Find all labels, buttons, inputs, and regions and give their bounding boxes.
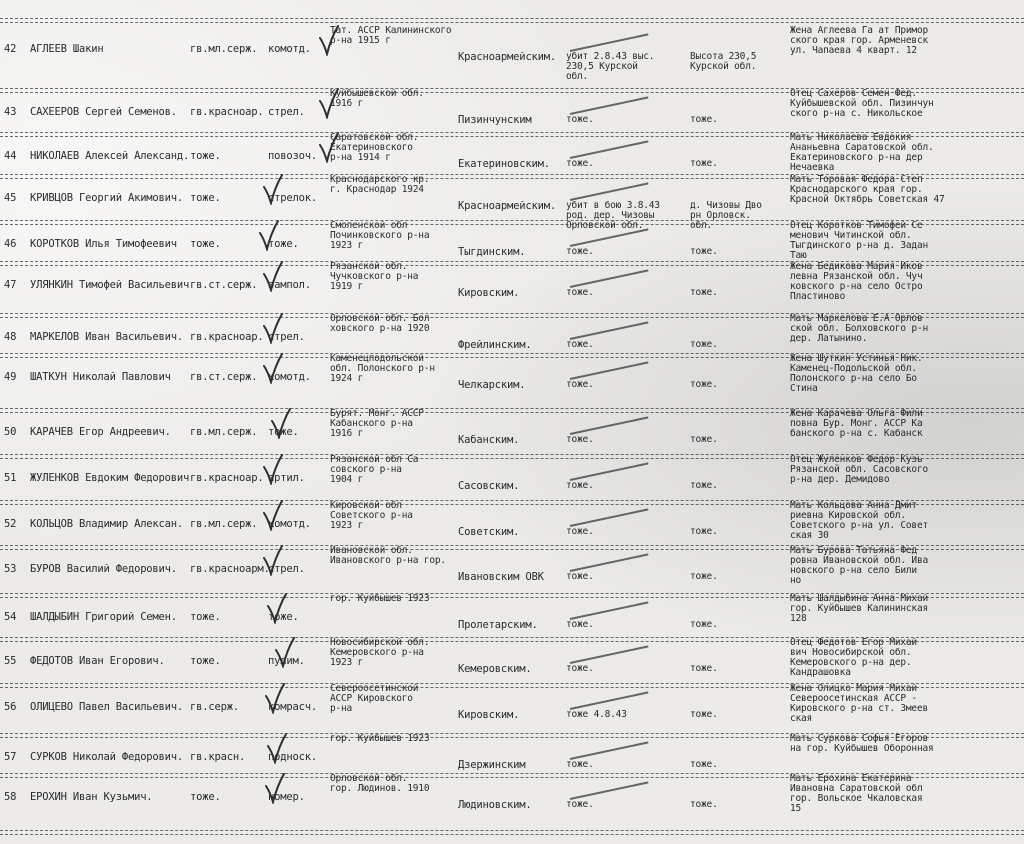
pencil-strike — [570, 645, 649, 664]
position: артил. — [268, 473, 305, 484]
burial-place: тоже. — [690, 435, 718, 445]
record-number: 54 — [4, 612, 17, 623]
birthplace-year: Каменецподольской обл. Полонского р-н 1924 г — [330, 354, 435, 384]
birthplace-year: Рязанской обл. Чучковского р-на 1919 г — [330, 262, 419, 292]
relatives-address: Жена Аглеева Га ат Примор ского края гор. Арменевск ул. Чапаева 4 кварт. 12 — [790, 26, 928, 56]
soldier-name: АГЛЕЕВ Шакин — [30, 44, 104, 55]
pencil-strike — [570, 321, 649, 340]
soldier-name: НИКОЛАЕВ Алексей Александ. — [30, 151, 190, 162]
pencil-strike — [570, 269, 649, 288]
birthplace-year: гор. Куйбышев 1923 — [330, 734, 430, 744]
record-number: 53 — [4, 564, 17, 575]
position: пулим. — [268, 656, 305, 667]
relatives-address: Отец Коротков Тимофей Се менович Читинской обл. Тыгдинского р-на д. Задан Таю — [790, 221, 928, 261]
relatives-address: Жена Бедикова Мария Иков левна Рязанской обл. Чуч ковского р-на село Остро Пластиново — [790, 262, 923, 302]
fate-date: тоже. — [566, 527, 594, 537]
fate-date: тоже. — [566, 664, 594, 674]
position: стрел. — [268, 332, 305, 343]
fate-date: тоже. — [566, 288, 594, 298]
burial-place: тоже. — [690, 288, 718, 298]
draft-office: Фрейлинским. — [458, 340, 532, 351]
soldier-name: ШАЛДЫБИН Григорий Семен. — [30, 612, 177, 623]
soldier-name: ШАТКУН Николай Павлович — [30, 372, 171, 383]
pencil-strike — [570, 361, 649, 380]
record-number: 45 — [4, 193, 17, 204]
fate-date: тоже. — [566, 340, 594, 350]
relatives-address: Мать Кольцова Анна Дмит риевна Кировской обл. Советского р-на ул. Совет ская 30 — [790, 501, 928, 541]
relatives-address: Мать Суркова Софья Егоров на гор. Куйбышев Оборонная — [790, 734, 934, 754]
fate-date: убит 2.8.43 выс. 230,5 Курской обл. — [566, 52, 655, 82]
rank: гв.красн. — [190, 752, 246, 763]
position: зампол. — [268, 280, 311, 291]
rank: гв.ст.серж. — [190, 372, 258, 383]
pencil-strike — [570, 33, 649, 52]
fate-date: тоже. — [566, 620, 594, 630]
pencil-strike — [570, 228, 649, 247]
soldier-name: КАРАЧЕВ Егор Андреевич. — [30, 427, 171, 438]
fate-date: тоже. — [566, 247, 594, 257]
draft-office: Кировским. — [458, 288, 520, 299]
relatives-address: Жена Олицко Мария Михай Североосетинская АССР - Кировского р-на ст. Змеев ская — [790, 684, 928, 724]
soldier-name: ЖУЛЕНКОВ Евдоким Федорович — [30, 473, 190, 484]
burial-place: тоже. — [690, 620, 718, 630]
position: тоже. — [268, 612, 299, 623]
fate-date: убит в бою 3.8.43 род. дер. Чизовы Орловской обл. — [566, 201, 660, 231]
pencil-strike — [570, 182, 649, 201]
relatives-address: Мать Бурова Татьяна Фед ровна Ивановской обл. Ива новского р-на село Били но — [790, 546, 928, 586]
position: комотд. — [268, 519, 311, 530]
position: комрасч. — [268, 702, 317, 713]
rank: тоже. — [190, 151, 221, 162]
rank: тоже. — [190, 612, 221, 623]
position: тоже. — [268, 427, 299, 438]
pencil-strike — [570, 96, 649, 115]
draft-office: Кемеровским. — [458, 664, 532, 675]
position: повозоч. — [268, 151, 317, 162]
rank: гв.ст.серж. — [190, 280, 258, 291]
record-number: 58 — [4, 792, 17, 803]
record-number: 48 — [4, 332, 17, 343]
pencil-strike — [570, 691, 649, 710]
birthplace-year: гор. Куйбышев 1923 — [330, 594, 430, 604]
pencil-strike — [570, 416, 649, 435]
record-number: 46 — [4, 239, 17, 250]
rank: тоже. — [190, 193, 221, 204]
row-separator — [0, 830, 1024, 835]
draft-office: Красноармейским. — [458, 52, 556, 63]
birthplace-year: Тат. АССР Калининского р-на 1915 г — [330, 26, 452, 46]
soldier-name: КОРОТКОВ Илья Тимофеевич — [30, 239, 177, 250]
soldier-name: УЛЯНКИН Тимофей Васильевич — [30, 280, 190, 291]
record-number: 49 — [4, 372, 17, 383]
burial-place: д. Чизовы Дво рн Орловск. обл. — [690, 201, 762, 231]
relatives-address: Мать Николаева Евдокия Ананьевна Саратовской обл. Екатериновского р-на дер Нечаевка — [790, 133, 934, 173]
birthplace-year: Орловской обл. Бол ховского р-на 1920 — [330, 314, 430, 334]
rank: гв.серж. — [190, 702, 239, 713]
position: стрел. — [268, 107, 305, 118]
record-number: 55 — [4, 656, 17, 667]
relatives-address: Отец Сахеров Семен Фед. Куйбышевской обл. Пизинчун ского р-на с. Никольское — [790, 89, 934, 119]
burial-place: тоже. — [690, 572, 718, 582]
birthplace-year: Орловской обл. гор. Людинов. 1910 — [330, 774, 430, 794]
relatives-address: Мать Маркелова Е.А Орлов ской обл. Болховского р-н дер. Латынино. — [790, 314, 928, 344]
draft-office: Людиновским. — [458, 800, 532, 811]
pencil-strike — [570, 508, 649, 527]
birthplace-year: Рязанской обл Са совского р-на 1904 г — [330, 455, 419, 485]
burial-place: тоже. — [690, 247, 718, 257]
birthplace-year: Новосибирской обл. Кемеровского р-на 1923 г — [330, 638, 430, 668]
soldier-name: ФЕДОТОВ Иван Егорович. — [30, 656, 165, 667]
draft-office: Челкарским. — [458, 380, 526, 391]
position: подноск. — [268, 752, 317, 763]
draft-office: Дзержинским — [458, 760, 526, 771]
fate-date: тоже. — [566, 159, 594, 169]
draft-office: Советским. — [458, 527, 520, 538]
rank: гв.красноар. — [190, 473, 264, 484]
burial-place: тоже. — [690, 481, 718, 491]
burial-place: тоже. — [690, 340, 718, 350]
top-rule — [0, 18, 1024, 23]
pencil-strike — [570, 741, 649, 760]
record-number: 43 — [4, 107, 17, 118]
burial-place: Высота 230,5 Курской обл. — [690, 52, 757, 72]
rank: гв.красноарм. — [190, 564, 270, 575]
relatives-address: Жена Шуткин Устинья Ник. Каменец-Подольской обл. Полонского р-на село Бо Стина — [790, 354, 923, 394]
rank: гв.мл.серж. — [190, 519, 258, 530]
fate-date: тоже. — [566, 800, 594, 810]
pencil-strike — [570, 140, 649, 159]
position: стрелок. — [268, 193, 317, 204]
burial-place: тоже. — [690, 527, 718, 537]
record-number: 51 — [4, 473, 17, 484]
soldier-name: СУРКОВ Николай Федорович. — [30, 752, 184, 763]
burial-place: тоже. — [690, 380, 718, 390]
birthplace-year: Краснодарского кр. г. Краснодар 1924 — [330, 175, 430, 195]
draft-office: Пролетарским. — [458, 620, 538, 631]
fate-date: тоже 4.8.43 — [566, 710, 627, 720]
soldier-name: БУРОВ Василий Федорович. — [30, 564, 177, 575]
position: тоже. — [268, 239, 299, 250]
pencil-strike — [570, 462, 649, 481]
rank: гв.красноар. — [190, 107, 264, 118]
soldier-name: ОЛИЦЕВО Павел Васильевич. — [30, 702, 184, 713]
record-number: 52 — [4, 519, 17, 530]
record-number: 57 — [4, 752, 17, 763]
burial-place: тоже. — [690, 115, 718, 125]
draft-office: Кировским. — [458, 710, 520, 721]
fate-date: тоже. — [566, 380, 594, 390]
burial-place: тоже. — [690, 800, 718, 810]
position: комотд. — [268, 372, 311, 383]
relatives-address: Жена Карачева Ольга Фили повна Бур. Монг. АССР Ка банского р-на с. Кабанск — [790, 409, 923, 439]
birthplace-year: Бурят. Монг. АССР Кабанского р-на 1916 г — [330, 409, 424, 439]
soldier-name: КОЛЬЦОВ Владимир Алексан. — [30, 519, 184, 530]
pencil-strike — [570, 601, 649, 620]
record-number: 50 — [4, 427, 17, 438]
relatives-address: Мать Торовая Федора Степ Краснодарского края гор. Красной Октябрь Советская 47 — [790, 175, 945, 205]
soldier-name: ЕРОХИН Иван Кузьмич. — [30, 792, 153, 803]
draft-office: Красноармейским. — [458, 201, 556, 212]
relatives-address: Мать Ерохина Екатерина Ивановна Саратовской обл гор. Вольское Чкаловская 15 — [790, 774, 923, 814]
draft-office: Тыгдинским. — [458, 247, 526, 258]
relatives-address: Мать Шалдыбина Анна Михай гор. Куйбышев Калининская 128 — [790, 594, 928, 624]
draft-office: Кабанским. — [458, 435, 520, 446]
rank: гв.мл.серж. — [190, 44, 258, 55]
rank: гв.красноар. — [190, 332, 264, 343]
record-number: 42 — [4, 44, 17, 55]
position: комотд. — [268, 44, 311, 55]
burial-place: тоже. — [690, 760, 718, 770]
position: номер. — [268, 792, 305, 803]
rank: гв.мл.серж. — [190, 427, 258, 438]
position: стрел. — [268, 564, 305, 575]
relatives-address: Отец Федотов Егор Михай вич Новосибирской обл. Кемеровского р-на дер. Кандрашовка — [790, 638, 917, 678]
burial-place: тоже. — [690, 664, 718, 674]
rank: тоже. — [190, 792, 221, 803]
record-number: 47 — [4, 280, 17, 291]
birthplace-year: Смоленской обл Починковского р-на 1923 г — [330, 221, 430, 251]
burial-place: тоже. — [690, 710, 718, 720]
fate-date: тоже. — [566, 435, 594, 445]
pencil-strike — [570, 553, 649, 572]
draft-office: Екатериновским. — [458, 159, 550, 170]
birthplace-year: Ивановской обл. Ивановского р-на гор. — [330, 546, 446, 566]
soldier-name: САХЕЕРОВ Сергей Семенов. — [30, 107, 177, 118]
draft-office: Ивановским ОВК — [458, 572, 544, 583]
birthplace-year: Североосетинской АССР Кировского р-на — [330, 684, 419, 714]
record-number: 44 — [4, 151, 17, 162]
draft-office: Пизинчунским — [458, 115, 532, 126]
record-number: 56 — [4, 702, 17, 713]
draft-office: Сасовским. — [458, 481, 520, 492]
birthplace-year: Кировской обл Советского р-на 1923 г — [330, 501, 413, 531]
soldier-name: МАРКЕЛОВ Иван Васильевич. — [30, 332, 184, 343]
burial-place: тоже. — [690, 159, 718, 169]
pencil-strike — [570, 781, 649, 800]
birthplace-year: Куйбышевской обл. 1916 г — [330, 89, 424, 109]
fate-date: тоже. — [566, 572, 594, 582]
relatives-address: Отец Жуленков Федор Кузь Рязанской обл. Сасовского р-на дер. Демидово — [790, 455, 928, 485]
fate-date: тоже. — [566, 115, 594, 125]
fate-date: тоже. — [566, 760, 594, 770]
birthplace-year: Саратовской обл. Екатериновского р-на 1914 г — [330, 133, 419, 163]
rank: тоже. — [190, 656, 221, 667]
rank: тоже. — [190, 239, 221, 250]
fate-date: тоже. — [566, 481, 594, 491]
soldier-name: КРИВЦОВ Георгий Акимович. — [30, 193, 184, 204]
